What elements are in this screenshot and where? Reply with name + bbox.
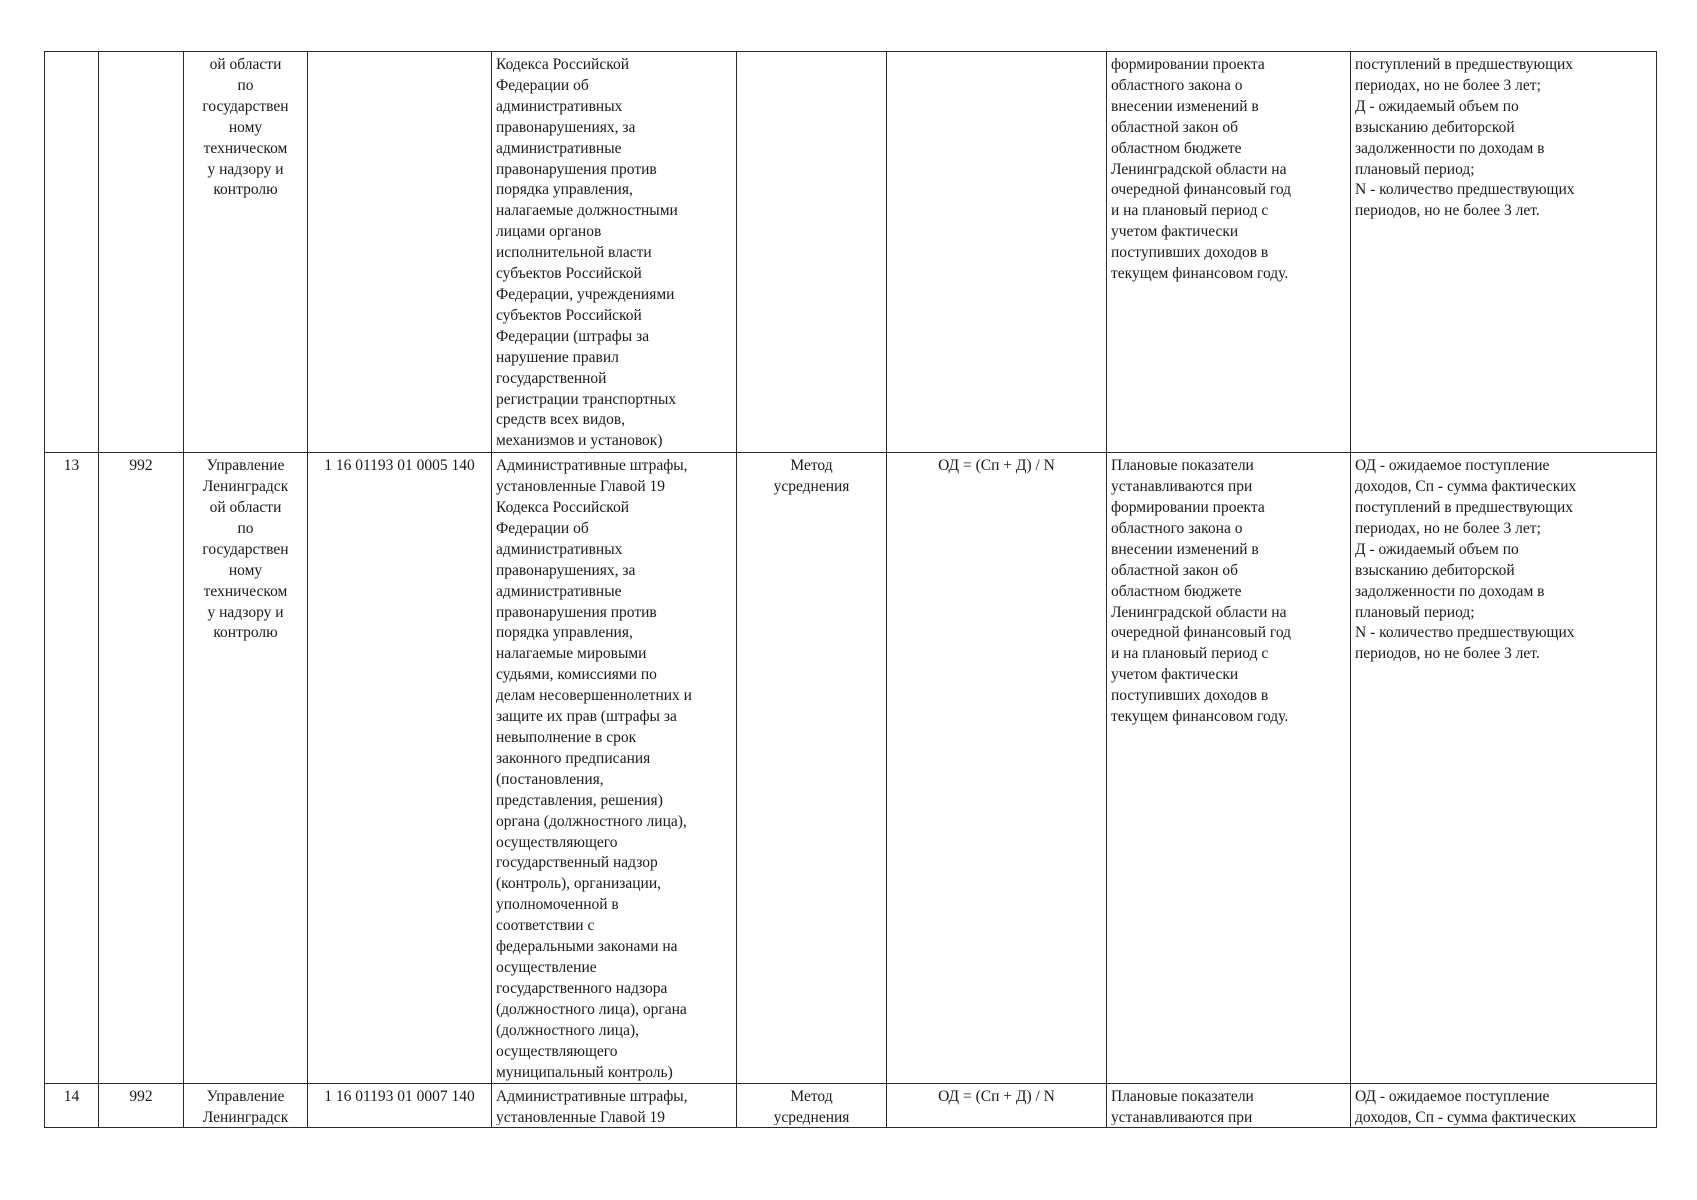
row-number-cell: 14 (45, 1084, 99, 1128)
revenue-forecast-table (44, 51, 1657, 1128)
revenue-description-cell: Административные штрафы, установленные Главой 19 Кодекса Российской Федерации об административных правонарушениях, за административные правонарушения против порядка управления, налагаемые мировыми судьями, комиссиями по делам несовершеннолетних и защите их прав (штрафы за невыполнение в срок законного предписания (постановления, представления, решения) органа (должностного лица), осуществляющего государственный надзор (контроль), организации, уполномоченной в соответствии с федеральными законами на осуществление государственного надзора (должностного лица), органа (должностного лица), осуществляющего муниципальный контроль) (492, 453, 737, 1084)
kbk-code-cell: 1 16 01193 01 0005 140 (308, 453, 492, 1084)
revenue-description-cell: Кодекса Российской Федерации об административных правонарушениях, за административные правонарушения против порядка управления, налагаемые должностными лицами органов исполнительной власти субъектов Российской Федерации, учреждениями субъектов Российской Федерации (штрафы за нарушение правил государственной регистрации транспортных средств всех видов, механизмов и установок) (492, 52, 737, 453)
algorithm-cell: Плановые показатели устанавливаются при формировании проекта областного закона о внесении изменений в областной закон об областном бюджете Ленинградской области на очередной финансовый год и на плановый период с учетом фактически поступивших доходов в текущем финансовом году. (1107, 453, 1351, 1084)
method-cell: Метод усреднения (737, 453, 887, 1084)
method-cell: Метод усреднения (737, 1084, 887, 1128)
administrator-cell: Управление Ленинградск (184, 1084, 308, 1128)
algorithm-cell: Плановые показатели устанавливаются при (1107, 1084, 1351, 1128)
table-row (45, 453, 1657, 1084)
legend-cell: ОД - ожидаемое поступление доходов, Сп - сумма фактических (1351, 1084, 1657, 1128)
admin-code-cell: 992 (99, 453, 184, 1084)
table-row (45, 52, 1657, 453)
row-number-cell: 13 (45, 453, 99, 1084)
table-row (45, 1084, 1657, 1128)
legend-cell: ОД - ожидаемое поступление доходов, Сп - сумма фактических поступлений в предшествующих периодах, но не более 3 лет; Д - ожидаемый объем по взысканию дебиторской задолженности по доходам в плановый период; N - количество предшествующих периодов, но не более 3 лет. (1351, 453, 1657, 1084)
formula-cell (887, 52, 1107, 453)
kbk-code-cell: 1 16 01193 01 0007 140 (308, 1084, 492, 1128)
row-number-cell (45, 52, 99, 453)
administrator-cell: ой области по государствен ному техническом у надзору и контролю (184, 52, 308, 453)
admin-code-cell (99, 52, 184, 453)
revenue-description-cell: Административные штрафы, установленные Главой 19 (492, 1084, 737, 1128)
algorithm-cell: формировании проекта областного закона о внесении изменений в областной закон об областном бюджете Ленинградской области на очередной финансовый год и на плановый период с учетом фактически поступивших доходов в текущем финансовом году. (1107, 52, 1351, 453)
kbk-code-cell (308, 52, 492, 453)
legend-cell: поступлений в предшествующих периодах, но не более 3 лет; Д - ожидаемый объем по взысканию дебиторской задолженности по доходам в плановый период; N - количество предшествующих периодов, но не более 3 лет. (1351, 52, 1657, 453)
administrator-cell: Управление Ленинградск ой области по государствен ному техническом у надзору и контролю (184, 453, 308, 1084)
admin-code-cell: 992 (99, 1084, 184, 1128)
formula-cell: ОД = (Сп + Д) / N (887, 453, 1107, 1084)
method-cell (737, 52, 887, 453)
formula-cell: ОД = (Сп + Д) / N (887, 1084, 1107, 1128)
